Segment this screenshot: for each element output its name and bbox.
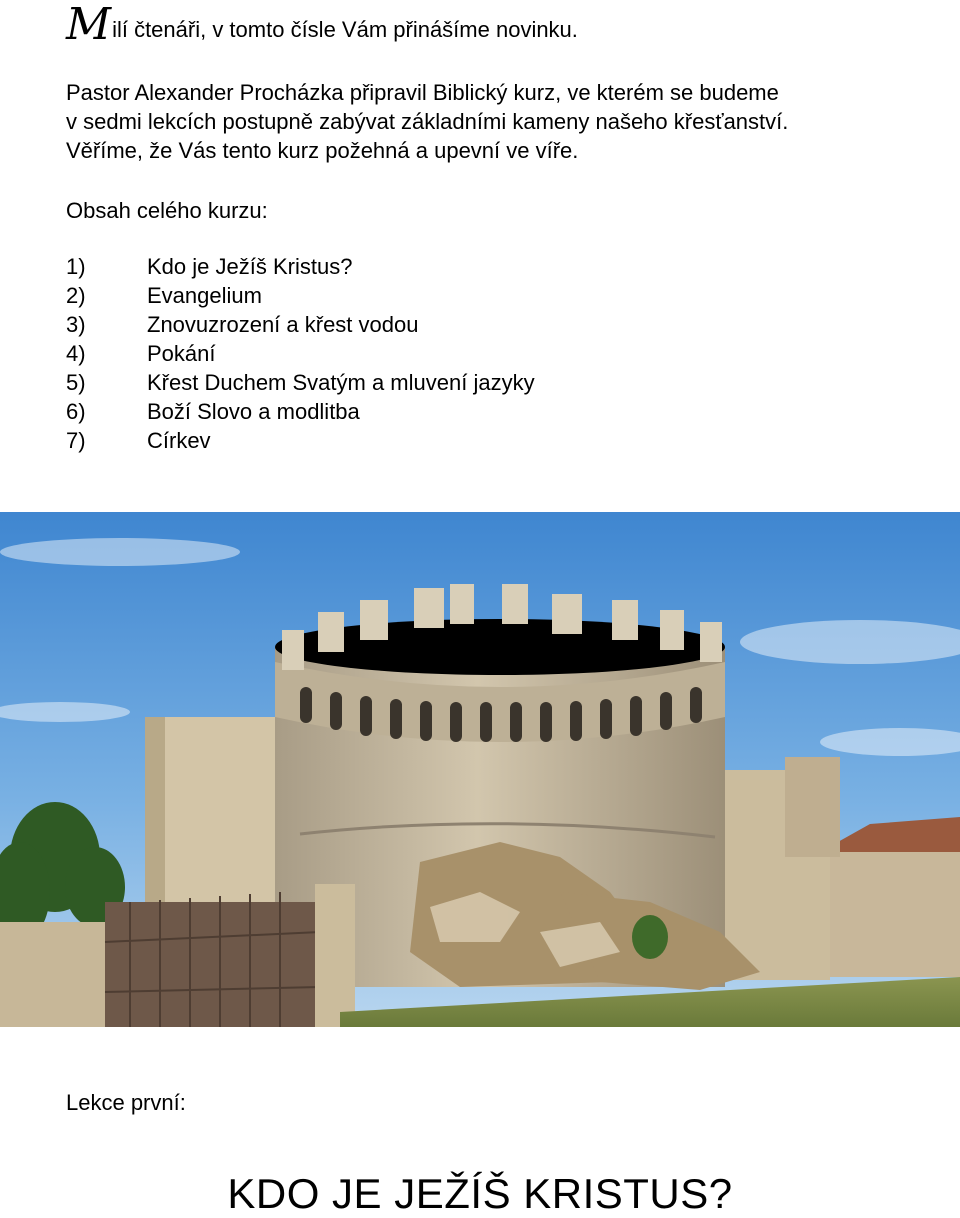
lesson-label: Lekce první: — [66, 1090, 186, 1115]
intro-line: Věříme, že Vás tento kurz požehná a upevní ve víře. — [66, 138, 579, 163]
toc-item-number: 7) — [66, 428, 86, 453]
toc-item-number: 4) — [66, 341, 86, 366]
toc-item-number: 3) — [66, 312, 86, 337]
intro-line: Pastor Alexander Procházka připravil Biblický kurz, ve kterém se budeme — [66, 80, 779, 105]
toc-list — [66, 252, 535, 455]
toc-item-title: Církev — [147, 428, 211, 453]
toc-item-title: Pokání — [147, 341, 216, 366]
drop-cap: M — [66, 0, 112, 50]
toc-item-number: 1) — [66, 254, 86, 279]
toc-item-number: 5) — [66, 370, 86, 395]
toc-item — [66, 339, 535, 368]
toc-item-title: Evangelium — [147, 283, 262, 308]
toc-item — [66, 426, 535, 455]
toc-item-number: 6) — [66, 399, 86, 424]
lesson-title: KDO JE JEŽÍŠ KRISTUS? — [227, 1170, 733, 1217]
toc-item — [66, 252, 535, 281]
toc-item-title: Boží Slovo a modlitba — [147, 399, 360, 424]
toc-heading: Obsah celého kurzu: — [66, 198, 268, 223]
toc-item — [66, 281, 535, 310]
intro-paragraph — [66, 78, 926, 165]
toc-item — [66, 310, 535, 339]
toc-item-title: Křest Duchem Svatým a mluvení jazyky — [147, 370, 535, 395]
toc-item-number: 2) — [66, 283, 86, 308]
intro-line: v sedmi lekcích postupně zabývat základními kameny našeho křesťanství. — [66, 109, 789, 134]
greeting-line — [66, 0, 578, 50]
toc-item — [66, 397, 535, 426]
castle-fortress-photo — [0, 512, 960, 1027]
toc-item-title: Znovuzrození a křest vodou — [147, 312, 419, 337]
toc-item — [66, 368, 535, 397]
toc-item-title: Kdo je Ježíš Kristus? — [147, 254, 353, 279]
greeting-text: ilí čtenáři, v tomto čísle Vám přinášíme novinku. — [112, 17, 578, 42]
